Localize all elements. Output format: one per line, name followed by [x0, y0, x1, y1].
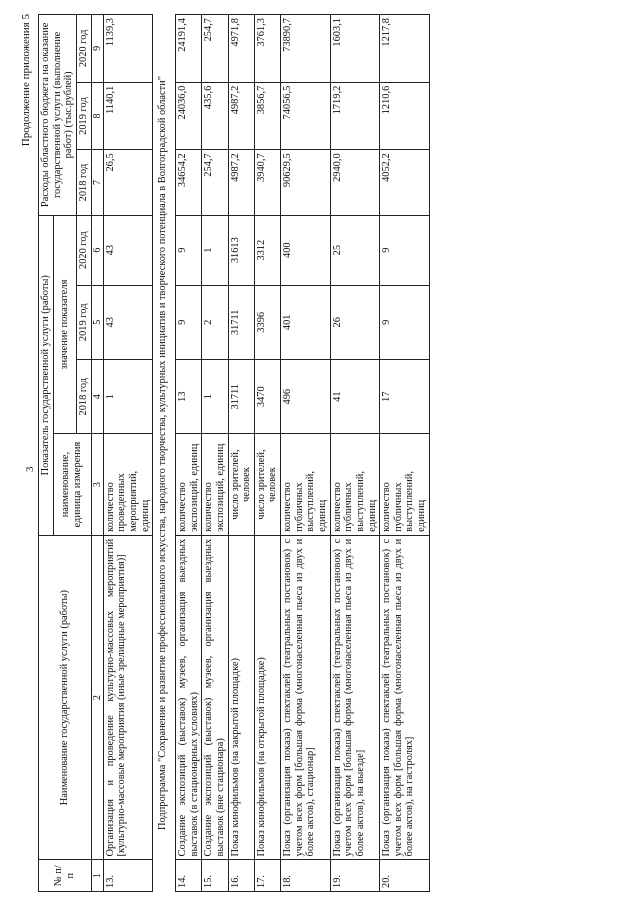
- value-2019: 9: [380, 285, 430, 359]
- expense-2019: 1719,2: [330, 82, 380, 150]
- indicator-unit: количество публичных выступлений, единиц: [330, 434, 380, 535]
- column-number: 7: [91, 150, 103, 215]
- col-unit-header: наименование, единица измерения: [53, 434, 91, 535]
- expense-2019: 74056,5: [281, 82, 331, 150]
- value-2019: 43: [103, 285, 153, 359]
- row-number: 14.: [175, 860, 201, 892]
- value-2019: 401: [281, 285, 331, 359]
- table-row: [175, 15, 201, 892]
- service-name: Создание экспозиций (выставок) музеев, организация выездных выставок (вне стационара): [202, 535, 228, 860]
- expense-2020: 73890,7: [281, 15, 331, 83]
- year-header: 2018 год: [76, 150, 91, 215]
- table-row: [254, 15, 280, 892]
- value-2018: 41: [330, 359, 380, 433]
- indicator-unit: число зрителей, человек: [228, 434, 254, 535]
- page-number: 3: [24, 466, 36, 472]
- value-2019: 3396: [254, 285, 280, 359]
- col-indicator-header: Показатель государственной услуги (работы): [39, 215, 54, 535]
- value-2020: 400: [281, 215, 331, 285]
- service-name: Показ (организация показа) спектаклей (театральных постановок) с учетом всех форм [большая форма (многонаселенная пьеса из двух и более актов), стационар]: [281, 535, 331, 860]
- column-number: 5: [91, 285, 103, 359]
- indicator-unit: число зрителей, человек: [254, 434, 280, 535]
- service-name: Создание экспозиций (выставок) музеев, организация выездных выставок (в стационарных условиях): [175, 535, 201, 860]
- value-2020: 25: [330, 215, 380, 285]
- indicator-unit: количество проведенных мероприятий, единиц: [103, 434, 153, 535]
- table-row: [330, 15, 380, 892]
- year-header: 2020 год: [76, 215, 91, 285]
- col-name-header: Наименование государственной услуги (работы): [39, 535, 92, 860]
- year-header: 2019 год: [76, 82, 91, 150]
- value-2019: 26: [330, 285, 380, 359]
- row-number: 20.: [380, 860, 430, 892]
- col-value-header: значение показателя: [53, 215, 76, 434]
- column-number: 9: [91, 15, 103, 83]
- service-name: Показ кинофильмов (на закрытой площадке): [228, 535, 254, 860]
- expense-2018: 3940,7: [254, 150, 280, 215]
- row-number: 15.: [202, 860, 228, 892]
- expense-2020: 1139,3: [103, 15, 153, 83]
- service-name: Показ (организация показа) спектаклей (театральных постановок) с учетом всех форм [большая форма (многонаселенная пьеса из двух и более актов), на выезде]: [330, 535, 380, 860]
- service-name: Показ (организация показа) спектаклей (театральных постановок) с учетом всех форм [большая форма (многонаселенная пьеса из двух и более актов), на гастролях]: [380, 535, 430, 860]
- expense-2019: 3856,7: [254, 82, 280, 150]
- indicator-unit: количество публичных выступлений, единиц: [281, 434, 331, 535]
- value-2020: 9: [380, 215, 430, 285]
- column-number: 1: [91, 860, 103, 892]
- expense-2018: 254,7: [202, 150, 228, 215]
- row-number: 13.: [103, 860, 153, 892]
- value-2018: 1: [202, 359, 228, 433]
- year-header: 2020 год: [76, 15, 91, 83]
- value-2018: 31711: [228, 359, 254, 433]
- expense-2019: 24036,0: [175, 82, 201, 150]
- expense-2019: 435,6: [202, 82, 228, 150]
- expense-2020: 1603,1: [330, 15, 380, 83]
- value-2018: 13: [175, 359, 201, 433]
- indicator-unit: количество экспозиций, единиц: [175, 434, 201, 535]
- subprogram-row: [153, 15, 176, 892]
- value-2020: 31613: [228, 215, 254, 285]
- services-table: [38, 14, 430, 892]
- expense-2018: 2940,0: [330, 150, 380, 215]
- expense-2018: 34654,2: [175, 150, 201, 215]
- table-row: [228, 15, 254, 892]
- value-2019: 9: [175, 285, 201, 359]
- expense-2019: 4987,2: [228, 82, 254, 150]
- expense-2020: 4971,8: [228, 15, 254, 83]
- col-no-header: № п/п: [39, 860, 92, 892]
- service-name: Организация и проведение культурно-массовых мероприятий [культурно-массовые мероприятия (иные зрелищные мероприятия)]: [103, 535, 153, 860]
- expense-2020: 24191,4: [175, 15, 201, 83]
- column-number: 3: [91, 434, 103, 535]
- value-2018: 1: [103, 359, 153, 433]
- continuation-label: Продолжение приложения 5: [20, 14, 32, 147]
- header-row-1: [39, 15, 54, 892]
- row-number: 17.: [254, 860, 280, 892]
- column-number: 8: [91, 82, 103, 150]
- year-header: 2018 год: [76, 359, 91, 433]
- expense-2019: 1210,6: [380, 82, 430, 150]
- row-number: 18.: [281, 860, 331, 892]
- row-number: 19.: [330, 860, 380, 892]
- column-number: 4: [91, 359, 103, 433]
- subprogram-title: Подпрограмма "Сохранение и развитие профессионального искусства, народного творчества, культурных инициатив и творческого потенциала в Волгоградской области": [153, 15, 176, 892]
- value-2018: 496: [281, 359, 331, 433]
- value-2020: 3312: [254, 215, 280, 285]
- row-number: 16.: [228, 860, 254, 892]
- value-2018: 3470: [254, 359, 280, 433]
- table-row: [281, 15, 331, 892]
- value-2019: 31711: [228, 285, 254, 359]
- value-2018: 17: [380, 359, 430, 433]
- column-number: 6: [91, 215, 103, 285]
- year-header: 2019 год: [76, 285, 91, 359]
- indicator-unit: количество публичных выступлений, единиц: [380, 434, 430, 535]
- expense-2020: 3761,3: [254, 15, 280, 83]
- expense-2018: 4052,2: [380, 150, 430, 215]
- table-row: [202, 15, 228, 892]
- table-row: [380, 15, 430, 892]
- expense-2020: 254,7: [202, 15, 228, 83]
- table-row: [103, 15, 153, 892]
- rotated-sheet: [20, 12, 620, 892]
- col-expenses-header: Расходы областного бюджета на оказание государственной услуги (выполнение работ) (тыс.рублей): [39, 15, 77, 216]
- column-number: 2: [91, 535, 103, 860]
- indicator-unit: количество экспозиций, единиц: [202, 434, 228, 535]
- value-2020: 9: [175, 215, 201, 285]
- value-2020: 1: [202, 215, 228, 285]
- service-name: Показ кинофильмов (на открытой площадке): [254, 535, 280, 860]
- value-2019: 2: [202, 285, 228, 359]
- expense-2018: 26,5: [103, 150, 153, 215]
- column-number-row: [91, 15, 103, 892]
- value-2020: 43: [103, 215, 153, 285]
- expense-2020: 1217,8: [380, 15, 430, 83]
- expense-2018: 90629,5: [281, 150, 331, 215]
- expense-2018: 4987,2: [228, 150, 254, 215]
- expense-2019: 1140,1: [103, 82, 153, 150]
